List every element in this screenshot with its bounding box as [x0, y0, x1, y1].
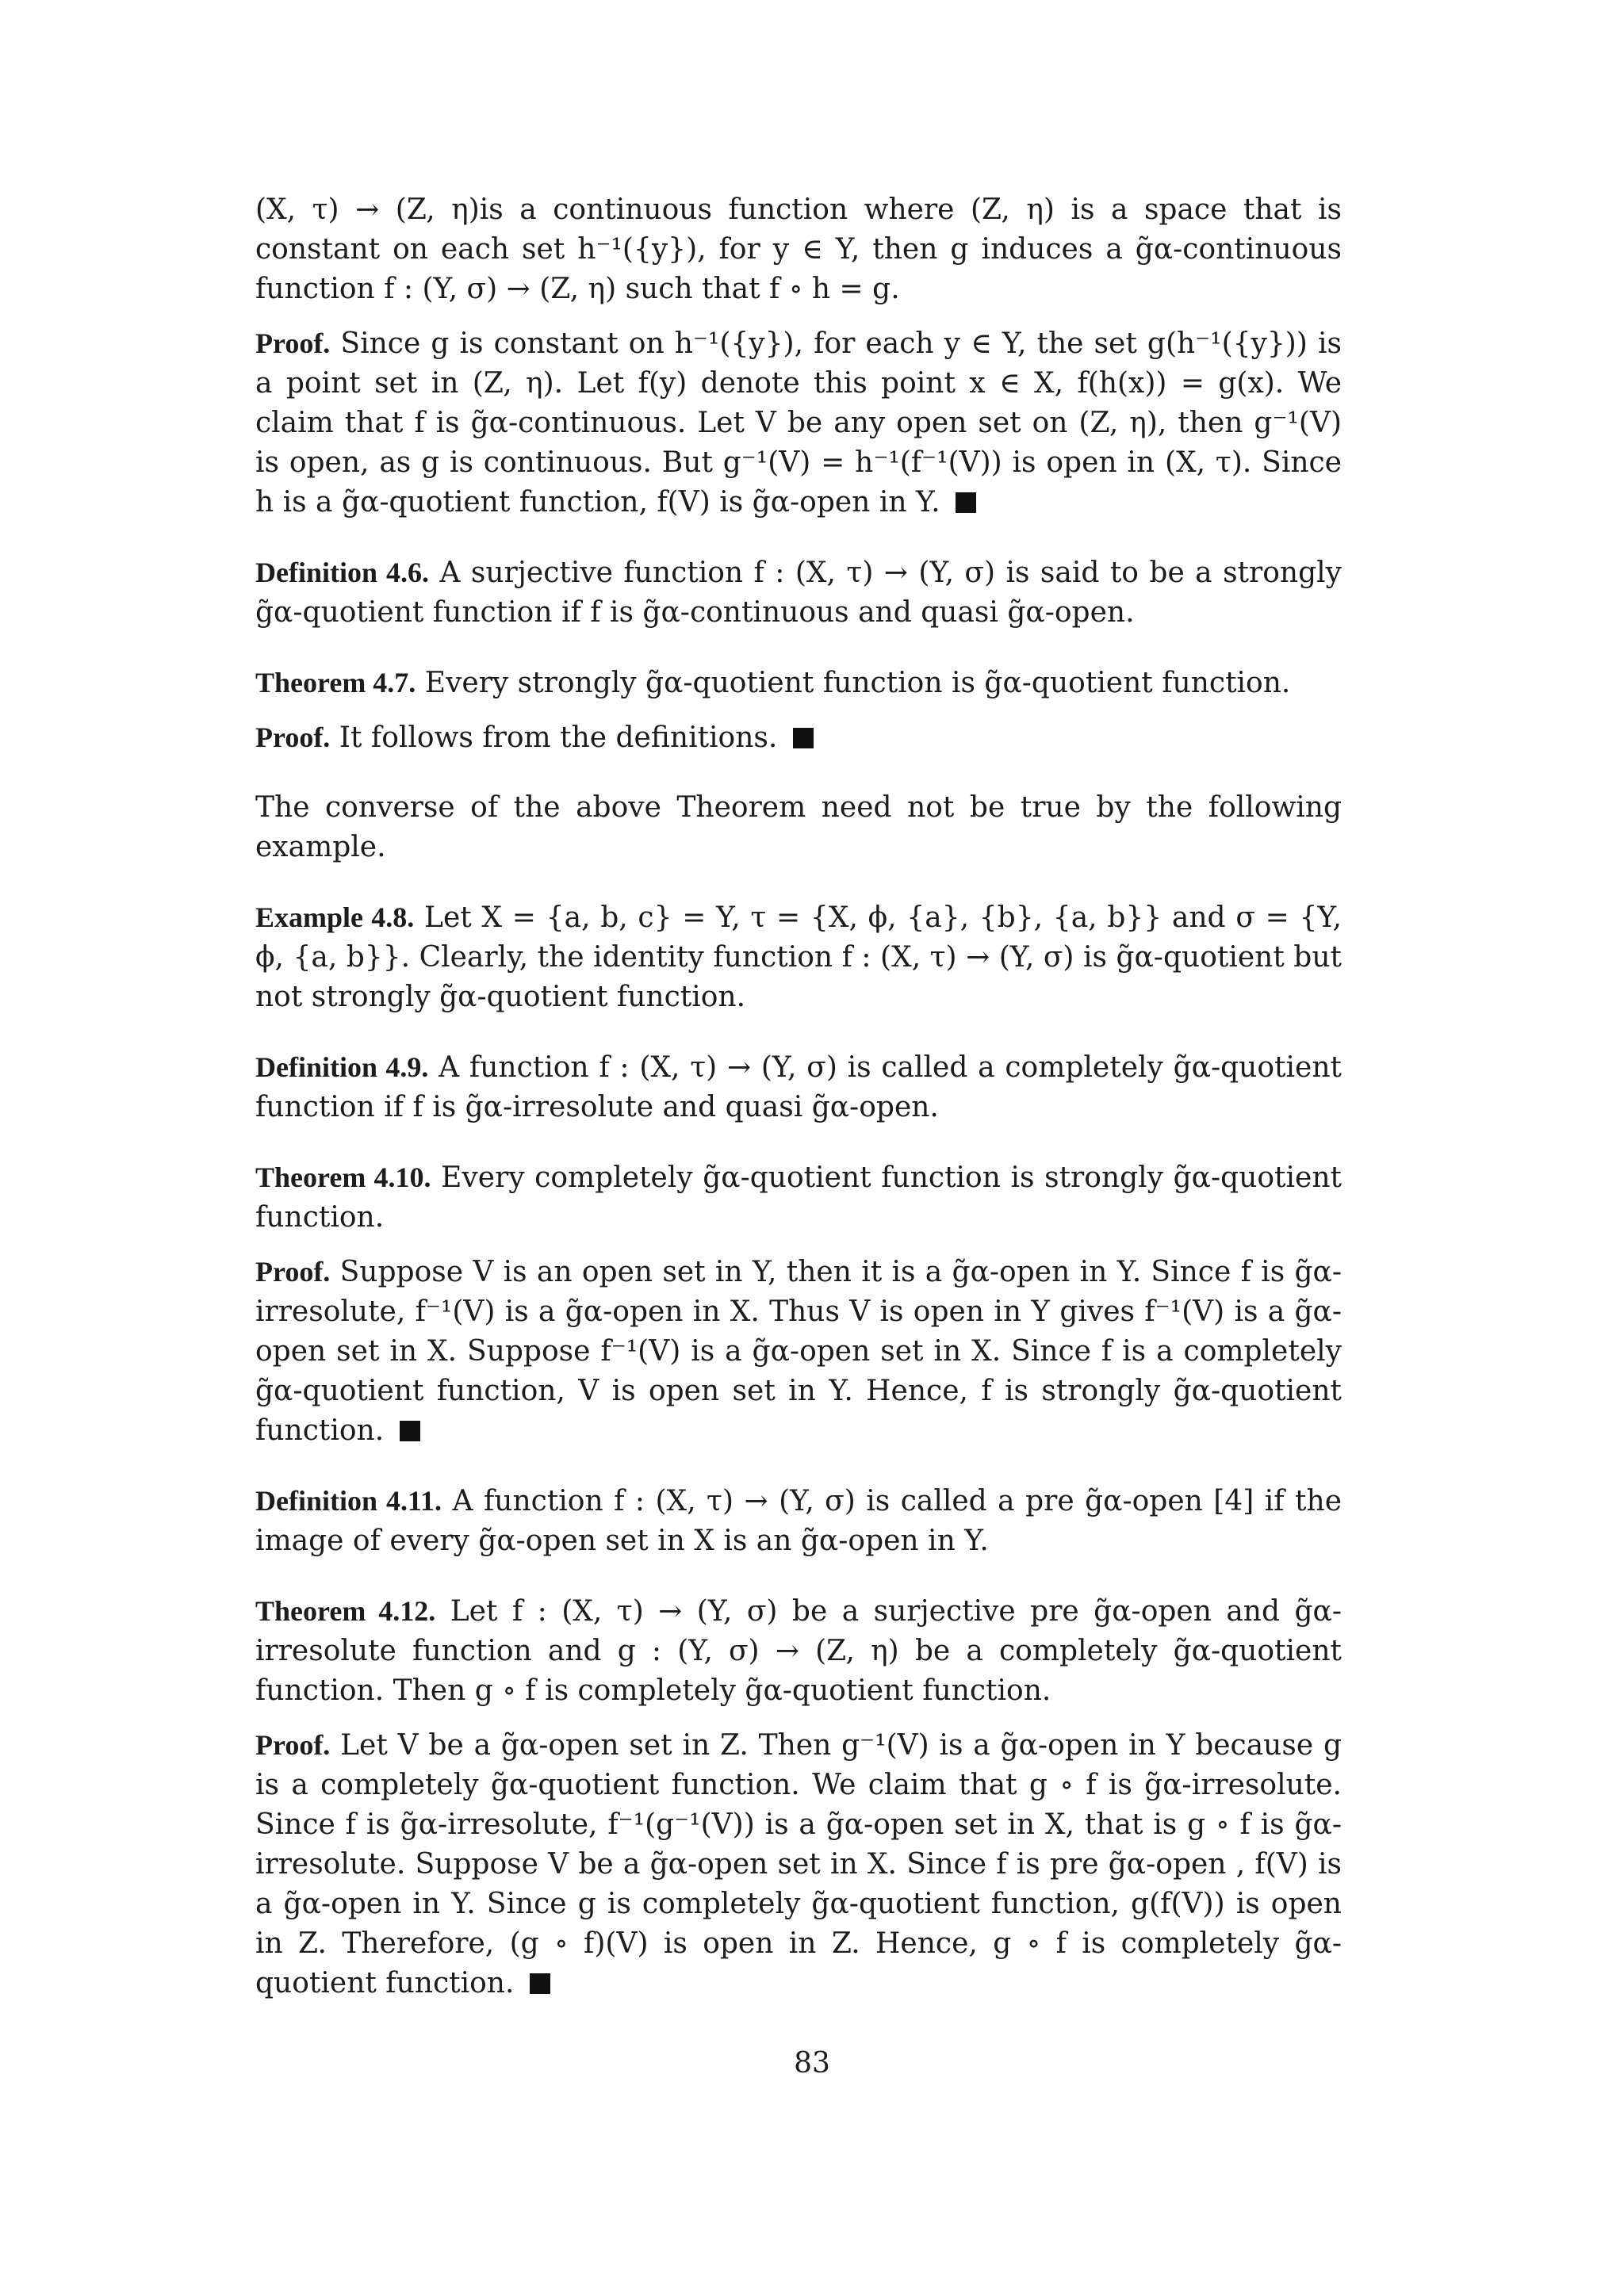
definition-4-6	[255, 553, 1342, 633]
proof-2	[255, 718, 1342, 758]
theorem-4-12	[255, 1591, 1342, 1711]
proof-3	[255, 1252, 1342, 1451]
definition-text: A function f : (X, τ) → (Y, σ) is called a completely g̃α-quotient function if f is g̃α-irresolute and quasi g̃α-open.	[255, 1051, 1342, 1123]
converse-remark	[255, 788, 1342, 867]
qed-square-icon	[793, 728, 814, 748]
proof-1	[255, 323, 1342, 522]
theorem-text: Every strongly g̃α-quotient function is g̃α-quotient function.	[424, 667, 1291, 699]
remark-text: The converse of the above Theorem need not be true by the following example.	[255, 791, 1342, 863]
page-number: 83	[794, 2047, 830, 2080]
proof-label: Proof.	[255, 327, 331, 359]
paragraph-theorem-continuation	[255, 190, 1342, 309]
proof-4	[255, 1725, 1342, 2003]
theorem-text: Let f : (X, τ) → (Y, σ) be a surjective pre g̃α-open and g̃α-irresolute function and g : (Y, σ) → (Z, η) be a completely g̃α-quotient function. Then g ∘ f is completely g̃α-quotient function.	[255, 1595, 1342, 1707]
proof-text: It follows from the definitions.	[339, 721, 778, 754]
theorem-label: Theorem 4.12.	[255, 1595, 436, 1627]
qed-square-icon	[530, 1973, 550, 1994]
definition-label: Definition 4.11.	[255, 1485, 442, 1517]
proof-text: Suppose V is an open set in Y, then it is a g̃α-open in Y. Since f is g̃α-irresolute, f⁻¹(V) is a g̃α-open in X. Thus V is open in Y gives f⁻¹(V) is a g̃α-open set in X. Suppose f⁻¹(V) is a g̃α-open set in X. Since f is a completely g̃α-quotient function, V is open set in Y. Hence, f is strongly g̃α-quotient function.	[255, 1256, 1342, 1447]
paragraph-text: (X, τ) → (Z, η)is a continuous function where (Z, η) is a space that is constant on each set h⁻¹({y}), for y ∈ Y, then g induces a g̃α-continuous function f : (Y, σ) → (Z, η) such that f ∘ h = g.	[255, 193, 1342, 305]
definition-4-9	[255, 1047, 1342, 1127]
proof-label: Proof.	[255, 721, 331, 753]
example-4-8	[255, 897, 1342, 1017]
theorem-4-10	[255, 1158, 1342, 1238]
definition-label: Definition 4.9.	[255, 1051, 429, 1083]
proof-label: Proof.	[255, 1256, 331, 1288]
theorem-4-7	[255, 663, 1342, 703]
definition-text: A function f : (X, τ) → (Y, σ) is called a pre g̃α-open [4] if the image of every g̃α-open set in X is an g̃α-open in Y.	[255, 1485, 1342, 1557]
proof-text: Let V be a g̃α-open set in Z. Then g⁻¹(V) is a g̃α-open in Y because g is a completely g̃α-quotient function. We claim that g ∘ f is g̃α-irresolute. Since f is g̃α-irresolute, f⁻¹(g⁻¹(V)) is a g̃α-open set in X, that is g ∘ f is g̃α-irresolute. Suppose V be a g̃α-open set in X. Since f is pre g̃α-open , f(V) is a g̃α-open in Y. Since g is completely g̃α-quotient function, g(f(V)) is open in Z. Therefore, (g ∘ f)(V) is open in Z. Hence, g ∘ f is completely g̃α-quotient function.	[255, 1729, 1342, 1999]
qed-square-icon	[400, 1421, 420, 1441]
proof-text: Since g is constant on h⁻¹({y}), for each y ∈ Y, the set g(h⁻¹({y})) is a point set in (Z, η). Let f(y) denote this point x ∈ X, f(h(x)) = g(x). We claim that f is g̃α-continuous. Let V be any open set on (Z, η), then g⁻¹(V) is open, as g is continuous. But g⁻¹(V) = h⁻¹(f⁻¹(V)) is open in (X, τ). Since h is a g̃α-quotient function, f(V) is g̃α-open in Y.	[255, 327, 1342, 519]
qed-square-icon	[956, 492, 976, 513]
proof-label: Proof.	[255, 1729, 331, 1761]
theorem-label: Theorem 4.7.	[255, 667, 416, 698]
page-body	[255, 190, 1342, 2003]
example-text: Let X = {a, b, c} = Y, τ = {X, ϕ, {a}, {b}, {a, b}} and σ = {Y, ϕ, {a, b}}. Clearly, the identity function f : (X, τ) → (Y, σ) is g̃α-quotient but not strongly g̃α-quotient function.	[255, 901, 1342, 1013]
definition-4-11	[255, 1481, 1342, 1561]
theorem-label: Theorem 4.10.	[255, 1161, 431, 1193]
theorem-text: Every completely g̃α-quotient function is strongly g̃α-quotient function.	[255, 1161, 1342, 1234]
definition-text: A surjective function f : (X, τ) → (Y, σ) is said to be a strongly g̃α-quotient function if f is g̃α-continuous and quasi g̃α-open.	[255, 557, 1342, 629]
definition-label: Definition 4.6.	[255, 557, 429, 588]
example-label: Example 4.8.	[255, 901, 415, 933]
